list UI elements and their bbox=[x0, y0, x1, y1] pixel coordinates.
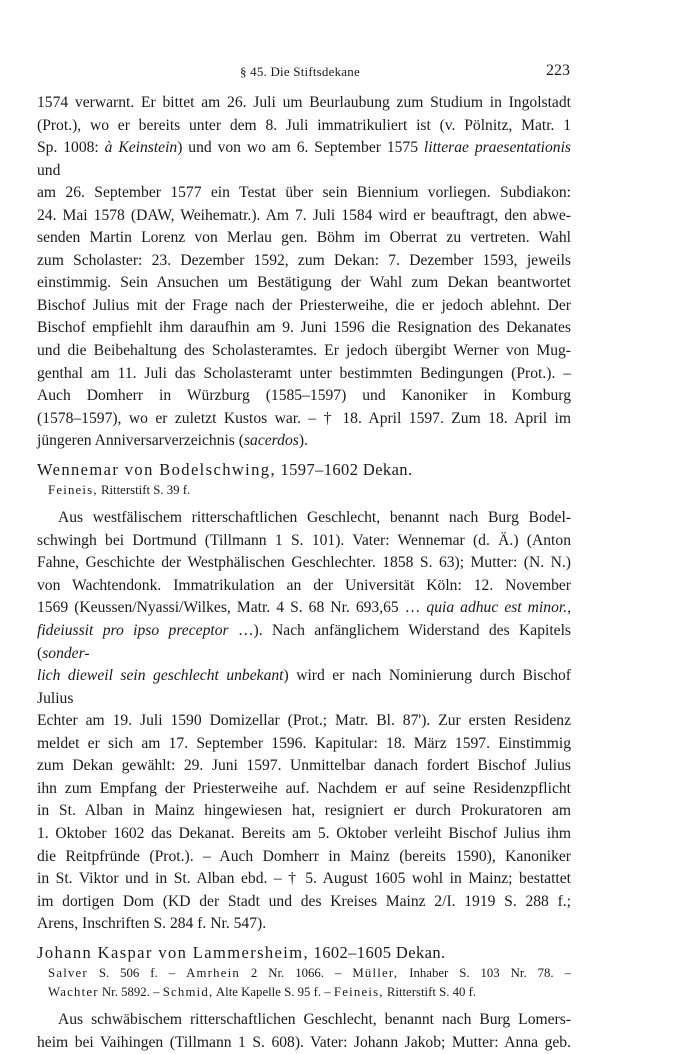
text-line: Auch Domherr in Würzburg (1585–1597) und Kanoniker in Komburg bbox=[37, 387, 571, 405]
italic-term: sacerdos bbox=[243, 432, 299, 450]
text-line: schwingh bei Dortmund (Tillmann 1 S. 101). Vater: Wennemar (d. Ä.) (Anton bbox=[37, 531, 571, 549]
text-line: Bischof Julius mit der Frage nach der Priesterweihe, die er jedoch ablehnt. Der bbox=[37, 296, 571, 314]
text-line: in St. Alban in Mainz hingewiesen hat, resigniert er durch Prokuratoren am bbox=[37, 802, 571, 820]
page-number: 223 bbox=[546, 62, 570, 79]
text-line: genthal am 11. Juli das Scholasteramt unter bestimmten Bedingungen (Prot.). – bbox=[37, 364, 571, 382]
text-line: die Reitpfründe (Prot.). – Auch Domherr in Mainz (bereits 1590), Kanoniker bbox=[37, 847, 571, 865]
text-line: (1578–1597), wo er zuletzt Kustos war. – † 18. April 1597. Zum 18. April im bbox=[37, 409, 571, 427]
running-title: § 45. Die Stiftsdekane bbox=[240, 64, 360, 79]
entry-heading bbox=[37, 942, 571, 965]
entry-heading bbox=[37, 459, 571, 482]
text-line: 1. Oktober 1602 das Dekanat. Bereits am 5. Oktober verleiht Bischof Julius ihm bbox=[37, 824, 571, 842]
reference-line: Wachter Nr. 5892. – Schmid, Alte Kapelle S. 95 f. – Feineis, Ritterstift S. 40 f. bbox=[48, 985, 477, 1000]
text-line: 1569 (Keussen/Nyassi/Wilkes, Matr. 4 S. 68 Nr. 693,65 … quia adhuc est minor., bbox=[37, 599, 571, 617]
entry-paragraph-cont bbox=[37, 1032, 571, 1054]
entry-tenure: 1597–1602 Dekan. bbox=[275, 459, 413, 479]
text-line: Arens, Inschriften S. 284 f. Nr. 547). bbox=[37, 915, 267, 933]
text-line: 24. Mai 1578 (DAW, Weihematr.). Am 7. Juli 1584 wird er beauftragt, den abwe- bbox=[37, 206, 571, 224]
text-line: und die Beibehaltung des Scholasteramtes. Er jedoch übergibt Werner von Mug- bbox=[37, 342, 571, 360]
text-line: zum Scholaster: 23. Dezember 1592, zum Dekan: 7. Dezember 1593, jeweils bbox=[37, 251, 571, 269]
italic-quote: quia adhuc est minor., bbox=[426, 599, 571, 617]
text-line: Aus westfälischem ritterschaftlichen Geschlecht, benannt nach Burg Bodel- bbox=[58, 509, 571, 527]
text-line: meldet er sich am 17. September 1596. Kapitular: 18. März 1597. Einstimmig bbox=[37, 734, 571, 752]
entry-name: Wennemar von Bodelschwing, bbox=[37, 459, 276, 479]
text-line: heim bei Vaihingen (Tillmann 1 S. 608). Vater: Johann Jakob; Mutter: Anna geb. bbox=[37, 1033, 571, 1051]
text-line: lich dieweil sein geschlecht unbekant) wird er nach Nominierung durch Bischof Julius bbox=[37, 667, 572, 707]
italic-quote: sonder- bbox=[42, 644, 90, 662]
text-line: am 26. September 1577 ein Testat über sein Biennium vorliegen. Subdiakon: bbox=[37, 184, 571, 202]
text-line: in St. Viktor und in St. Alban ebd. – † 5. August 1605 wohl in Mainz; bestattet bbox=[37, 870, 571, 888]
text-line: Echter am 19. Juli 1590 Domizellar (Prot.; Matr. Bl. 87'). Zur ersten Residenz bbox=[37, 712, 571, 730]
text-line: ihn zum Empfang der Priesterweihe auf. Nachdem er auf seine Residenzpflicht bbox=[37, 779, 571, 797]
text-line: fideiussit pro ipso preceptor …). Nach anfänglichem Widerstand des Kapitels (sonder- bbox=[37, 622, 572, 662]
text-line: (Prot.), wo er bereits unter dem 8. Juli immatrikuliert ist (v. Pölnitz, Matr. 1 bbox=[37, 116, 571, 134]
text-line: jüngeren Anniversarverzeichnis (sacerdos). bbox=[37, 432, 308, 450]
reference-line: Salver S. 506 f. – Amrhein 2 Nr. 1066. – Müller, Inhaber S. 103 Nr. 78. – bbox=[48, 966, 571, 981]
entry-tenure: 1602–1605 Dekan. bbox=[309, 942, 446, 962]
entry-references bbox=[37, 964, 571, 1002]
entry-paragraph bbox=[37, 507, 571, 530]
continuation-paragraph bbox=[37, 92, 571, 453]
entry-paragraph bbox=[37, 1009, 571, 1032]
italic-term: à Keinstein bbox=[104, 139, 178, 157]
entry-paragraph-cont bbox=[37, 530, 571, 936]
italic-quote: lich dieweil sein geschlecht unbekant bbox=[37, 667, 284, 685]
italic-quote: fideiussit pro ipso preceptor bbox=[37, 622, 229, 640]
text-line: zum Dekan gewählt: 29. Juni 1597. Unmittelbar danach fordert Bischof Julius bbox=[37, 757, 571, 775]
text-line: 1574 verwarnt. Er bittet am 26. Juli um Beurlaubung zum Studium in Ingolstadt bbox=[37, 94, 571, 111]
entry-references: Feineis, Ritterstift S. 39 f. bbox=[48, 483, 191, 498]
text-line: einstimmig. Sein Ansuchen um Bestätigung der Wahl zum Dekan beantwortet bbox=[37, 274, 571, 292]
text-line: Fahne, Geschichte der Westphälischen Geschlechter. 1858 S. 63); Mutter: (N. N.) bbox=[37, 554, 571, 572]
text-line: Sp. 1008: à Keinstein) und von wo am 6. September 1575 litterae praesentationis und bbox=[37, 139, 571, 179]
running-header bbox=[0, 62, 700, 82]
page-body bbox=[37, 92, 571, 1054]
text-line: Bischof empfiehlt ihm daraufhin am 9. Juni 1596 die Resignation des Dekanates bbox=[37, 319, 571, 337]
text-line: im dortigen Dom (KD der Stadt und des Kreises Mainz 2/I. 1919 S. 288 f.; bbox=[37, 892, 571, 910]
italic-term: litterae praesentationis bbox=[423, 139, 571, 157]
entry-name: Johann Kaspar von Lammersheim, bbox=[37, 942, 310, 962]
reference-author: Feineis, bbox=[48, 483, 98, 498]
text-line: senden Martin Lorenz von Merlau gen. Böhm im Oberrat zu vertreten. Wahl bbox=[37, 229, 571, 247]
text-line: von Wachtendonk. Immatrikulation an der Universität Köln: 12. November bbox=[37, 576, 571, 594]
text-line: Aus schwäbischem ritterschaftlichen Geschlecht, benannt nach Burg Lomers- bbox=[58, 1011, 571, 1029]
